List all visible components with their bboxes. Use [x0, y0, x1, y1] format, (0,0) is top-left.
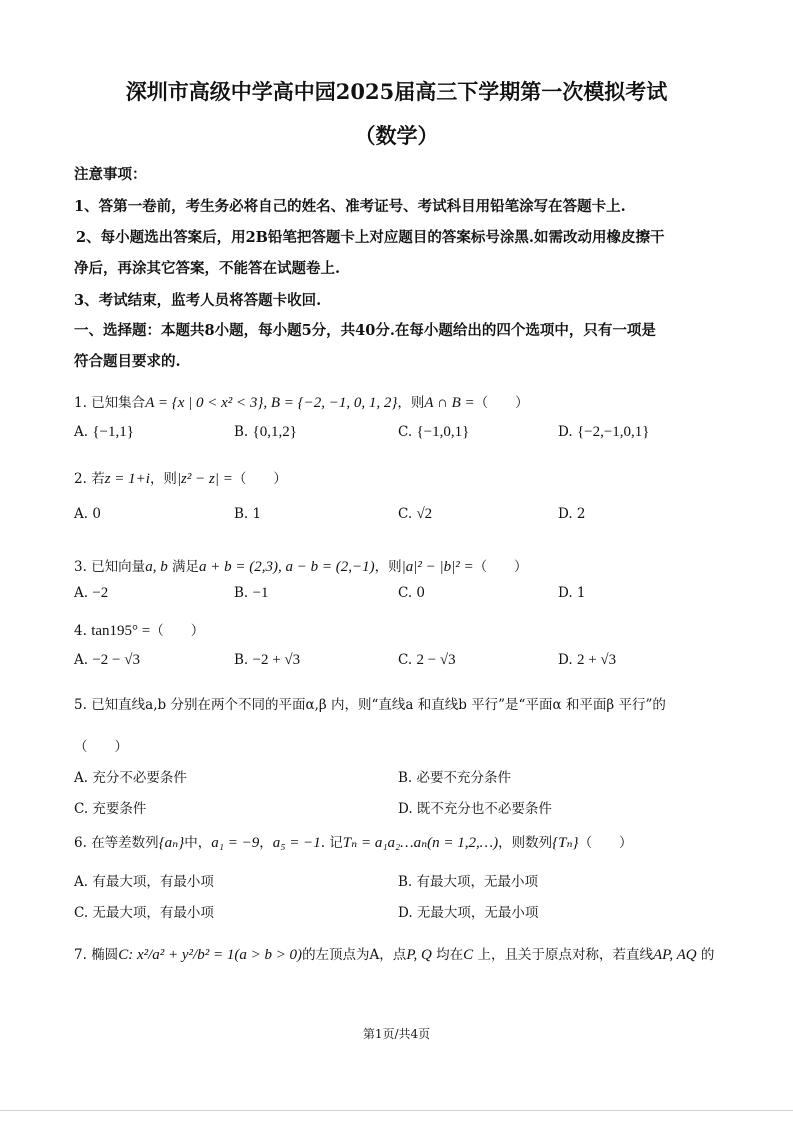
question-number: 1. [74, 395, 87, 411]
option-c[interactable]: C. {−1,0,1} [398, 424, 470, 440]
notice-item-3: 3、考试结束，监考人员将答题卡收回. [74, 292, 322, 309]
option-c[interactable]: C. 2 − √3 [398, 652, 456, 668]
page-divider [0, 1110, 793, 1111]
question-6: 6. 在等差数列{aₙ}中，a₁ = −9，a₅ = −1. 记Tₙ = a₁a₂…aₙ(n = 1,2,…)，则数列{Tₙ}（ ） [74, 835, 633, 851]
notice-item-2-line-1: 2、每小题选出答案后，用2B铅笔把答题卡上对应题目的答案标号涂黑.如需改动用橡皮擦干 [76, 229, 665, 246]
option-c[interactable]: C. 充要条件 [74, 801, 147, 817]
question-7: 7. 椭圆C: x²/a² + y²/b² = 1(a > b > 0)的左顶点为A，点P, Q 均在C 上，且关于原点对称，若直线AP, AQ 的 [74, 947, 715, 963]
page-title: 深圳市高级中学高中园2025届高三下学期第一次模拟考试 [125, 79, 668, 104]
option-d[interactable]: D. 既不充分也不必要条件 [398, 801, 552, 817]
notice-heading: 注意事项： [74, 166, 147, 183]
question-number: 6. [74, 835, 87, 851]
option-b[interactable]: B. {0,1,2} [234, 424, 297, 440]
section-1-heading-line-1: 一、选择题：本题共8小题，每小题5分，共40分.在每小题给出的四个选项中，只有一项是 [74, 322, 656, 339]
option-a[interactable]: A. 0 [74, 506, 101, 522]
question-2: 2. 若z = 1+i，则|z² − z| =（ ） [74, 471, 287, 487]
option-c[interactable]: C. 无最大项，有最小项 [74, 905, 214, 921]
option-c[interactable]: C. √2 [398, 506, 433, 522]
option-d[interactable]: D. 1 [558, 585, 586, 601]
question-number: 3. [74, 559, 87, 575]
question-number: 4. [74, 623, 87, 639]
option-a[interactable]: A. {−1,1} [74, 424, 134, 440]
option-c[interactable]: C. 0 [398, 585, 426, 601]
option-b[interactable]: B. −2 + √3 [234, 652, 301, 668]
option-a[interactable]: A. −2 [74, 585, 109, 601]
section-1-heading-line-2: 符合题目要求的. [74, 353, 181, 370]
question-5-line-2: （ ） [74, 739, 128, 755]
option-b[interactable]: B. 有最大项，无最小项 [398, 874, 539, 890]
option-d[interactable]: D. {−2,−1,0,1} [558, 424, 650, 440]
option-a[interactable]: A. 充分不必要条件 [74, 770, 187, 786]
option-a[interactable]: A. −2 − √3 [74, 652, 140, 668]
option-b[interactable]: B. −1 [234, 585, 269, 601]
question-4: 4. tan195° =（ ） [74, 623, 205, 639]
question-number: 7. [74, 947, 87, 963]
option-b[interactable]: B. 必要不充分条件 [398, 770, 512, 786]
notice-item-2-line-2: 净后，再涂其它答案，不能答在试题卷上. [74, 260, 341, 277]
question-number: 2. [74, 471, 87, 487]
notice-item-1: 1、答第一卷前，考生务必将自己的姓名、准考证号、考试科目用铅笔涂写在答题卡上. [74, 198, 626, 215]
question-5: 5. 已知直线a,b 分别在两个不同的平面α,β 内，则“直线a 和直线b 平行”是“平面α 和平面β 平行”的 [74, 697, 666, 713]
page-subtitle: （数学） [354, 123, 439, 148]
option-a[interactable]: A. 有最大项，有最小项 [74, 874, 214, 890]
question-3: 3. 已知向量a, b 满足a + b = (2,3), a − b = (2,−1)，则|a|² − |b|² =（ ） [74, 559, 528, 575]
math-expression: A = {x | 0 < x² < 3}, B = {−2, −1, 0, 1, 2} [145, 395, 398, 411]
page-footer: 第1页/共4页 [362, 1027, 431, 1041]
question-number: 5. [74, 697, 87, 713]
option-d[interactable]: D. 2 + √3 [558, 652, 617, 668]
question-1: 1. 已知集合A = {x | 0 < x² < 3}, B = {−2, −1, 0, 1, 2}，则A ∩ B =（ ） [74, 395, 529, 411]
option-b[interactable]: B. 1 [234, 506, 262, 522]
option-d[interactable]: D. 无最大项，无最小项 [398, 905, 539, 921]
option-d[interactable]: D. 2 [558, 506, 586, 522]
